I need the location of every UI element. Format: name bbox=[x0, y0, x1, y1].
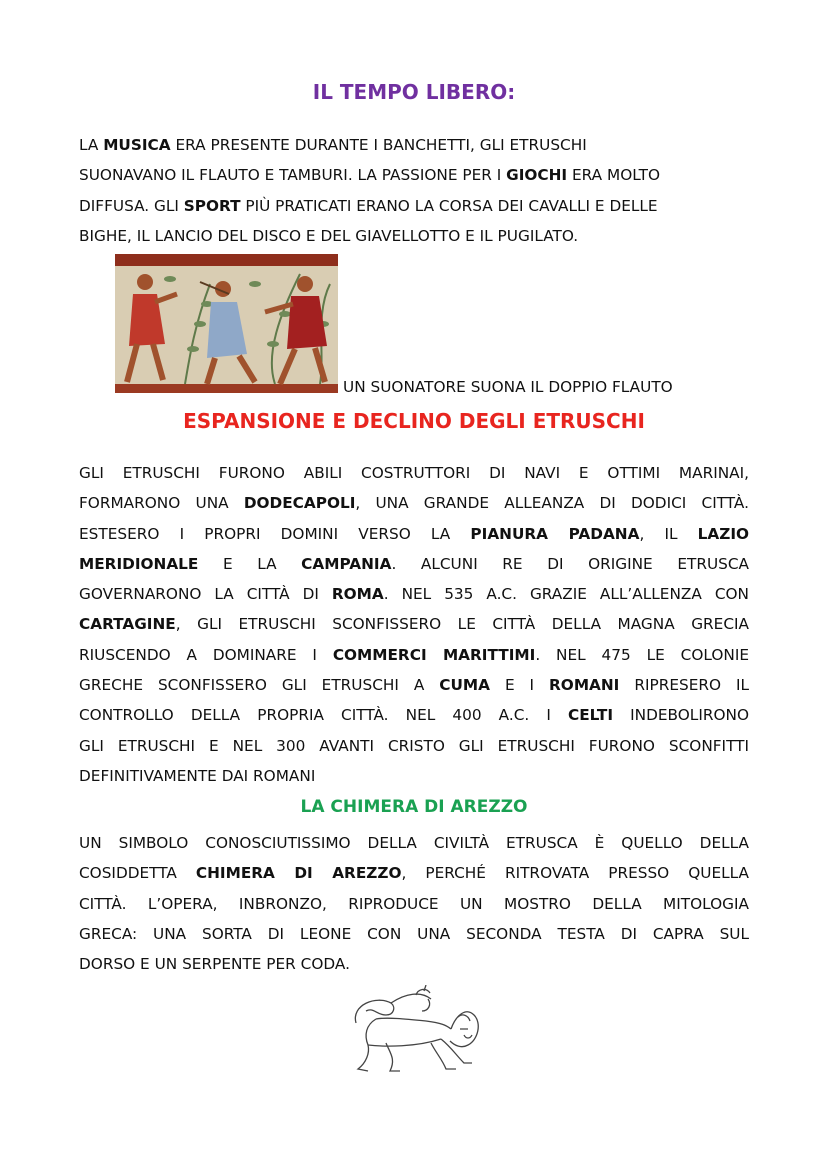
text-line: DEFINITIVAMENTE DAI ROMANI bbox=[79, 766, 316, 785]
bold-term: CAMPANIA bbox=[301, 554, 392, 573]
text-line: DIFFUSA. GLI SPORT PIÙ PRATICATI ERANO LA CORSA DEI CAVALLI E DELLE bbox=[79, 196, 658, 215]
text-line: GOVERNARONO LA CITTÀ DI ROMA. NEL 535 A.C. GRAZIE ALL’ALLENZA CON bbox=[79, 585, 749, 604]
text-line: DORSO E UN SERPENTE PER CODA. bbox=[79, 955, 350, 974]
etruscan-fresco-image bbox=[115, 254, 338, 393]
text-line: BIGHE, IL LANCIO DEL DISCO E DEL GIAVELLOTTO E IL PUGILATO. bbox=[79, 226, 579, 245]
image-caption: UN SUONATORE SUONA IL DOPPIO FLAUTO bbox=[343, 378, 673, 396]
paragraph-espansione bbox=[79, 458, 749, 791]
bold-term: COMMERCI MARITTIMI bbox=[332, 645, 536, 664]
text-line: CITTÀ. L’OPERA, INBRONZO, RIPRODUCE UN MOSTRO DELLA MITOLOGIA bbox=[79, 894, 749, 913]
text-line: COSIDDETTA CHIMERA DI AREZZO, PERCHÉ RITROVATA PRESSO QUELLA bbox=[79, 864, 749, 883]
text-line: GRECHE SCONFISSERO GLI ETRUSCHI A CUMA E I ROMANI RIPRESERO IL bbox=[79, 676, 750, 695]
bold-term: MERIDIONALE bbox=[79, 554, 199, 573]
text-line: CARTAGINE, GLI ETRUSCHI SCONFISSERO LE CITTÀ DELLA MAGNA GRECIA bbox=[79, 615, 749, 634]
bold-term: GIOCHI bbox=[506, 166, 568, 185]
heading-tempo-libero: IL TEMPO LIBERO: bbox=[312, 80, 516, 104]
text-line: RIUSCENDO A DOMINARE I COMMERCI MARITTIMI. NEL 475 LE COLONIE bbox=[79, 645, 750, 664]
text-line: UN SIMBOLO CONOSCIUTISSIMO DELLA CIVILTÀ ETRUSCA È QUELLO DELLA bbox=[79, 834, 749, 852]
bold-term: MUSICA bbox=[103, 136, 171, 154]
bold-term: CHIMERA DI AREZZO bbox=[195, 864, 402, 883]
text-line: GLI ETRUSCHI FURONO ABILI COSTRUTTORI DI NAVI E OTTIMI MARINAI, bbox=[79, 464, 749, 482]
text-line: SUONAVANO IL FLAUTO E TAMBURI. LA PASSIONE PER I GIOCHI ERA MOLTO bbox=[79, 166, 661, 185]
text-line: MERIDIONALE E LA CAMPANIA. ALCUNI RE DI ORIGINE ETRUSCA bbox=[79, 554, 750, 573]
text-line: GLI ETRUSCHI E NEL 300 AVANTI CRISTO GLI ETRUSCHI FURONO SCONFITTI bbox=[79, 736, 749, 755]
text-line: ESTESERO I PROPRI DOMINI VERSO LA PIANURA PADANA, IL LAZIO bbox=[79, 524, 750, 543]
text-line: FORMARONO UNA DODECAPOLI, UNA GRANDE ALLEANZA DI DODICI CITTÀ. bbox=[79, 494, 749, 513]
heading-chimera: LA CHIMERA DI AREZZO bbox=[300, 797, 528, 817]
text-line: LA MUSICA ERA PRESENTE DURANTE I BANCHETTI, GLI ETRUSCHI bbox=[79, 136, 587, 154]
bold-term: CARTAGINE bbox=[79, 615, 176, 634]
bold-term: LAZIO bbox=[697, 524, 750, 543]
paragraph-chimera bbox=[79, 828, 749, 979]
bold-term: ROMANI bbox=[549, 676, 620, 695]
paragraph-tempo-libero bbox=[79, 130, 749, 251]
bold-term: CELTI bbox=[568, 706, 614, 725]
text-line: GRECA: UNA SORTA DI LEONE CON UNA SECONDA TESTA DI CAPRA SUL bbox=[79, 924, 749, 943]
bold-term: ROMA bbox=[331, 585, 384, 604]
bold-term: CUMA bbox=[439, 676, 490, 695]
chimera-drawing-image bbox=[346, 985, 482, 1081]
bold-term: SPORT bbox=[183, 196, 241, 215]
text-line: CONTROLLO DELLA PROPRIA CITTÀ. NEL 400 A.C. I CELTI INDEBOLIRONO bbox=[79, 706, 749, 725]
bold-term: PIANURA PADANA bbox=[470, 524, 640, 543]
bold-term: DODECAPOLI bbox=[243, 494, 356, 513]
heading-espansione: ESPANSIONE E DECLINO DEGLI ETRUSCHI bbox=[183, 409, 645, 433]
